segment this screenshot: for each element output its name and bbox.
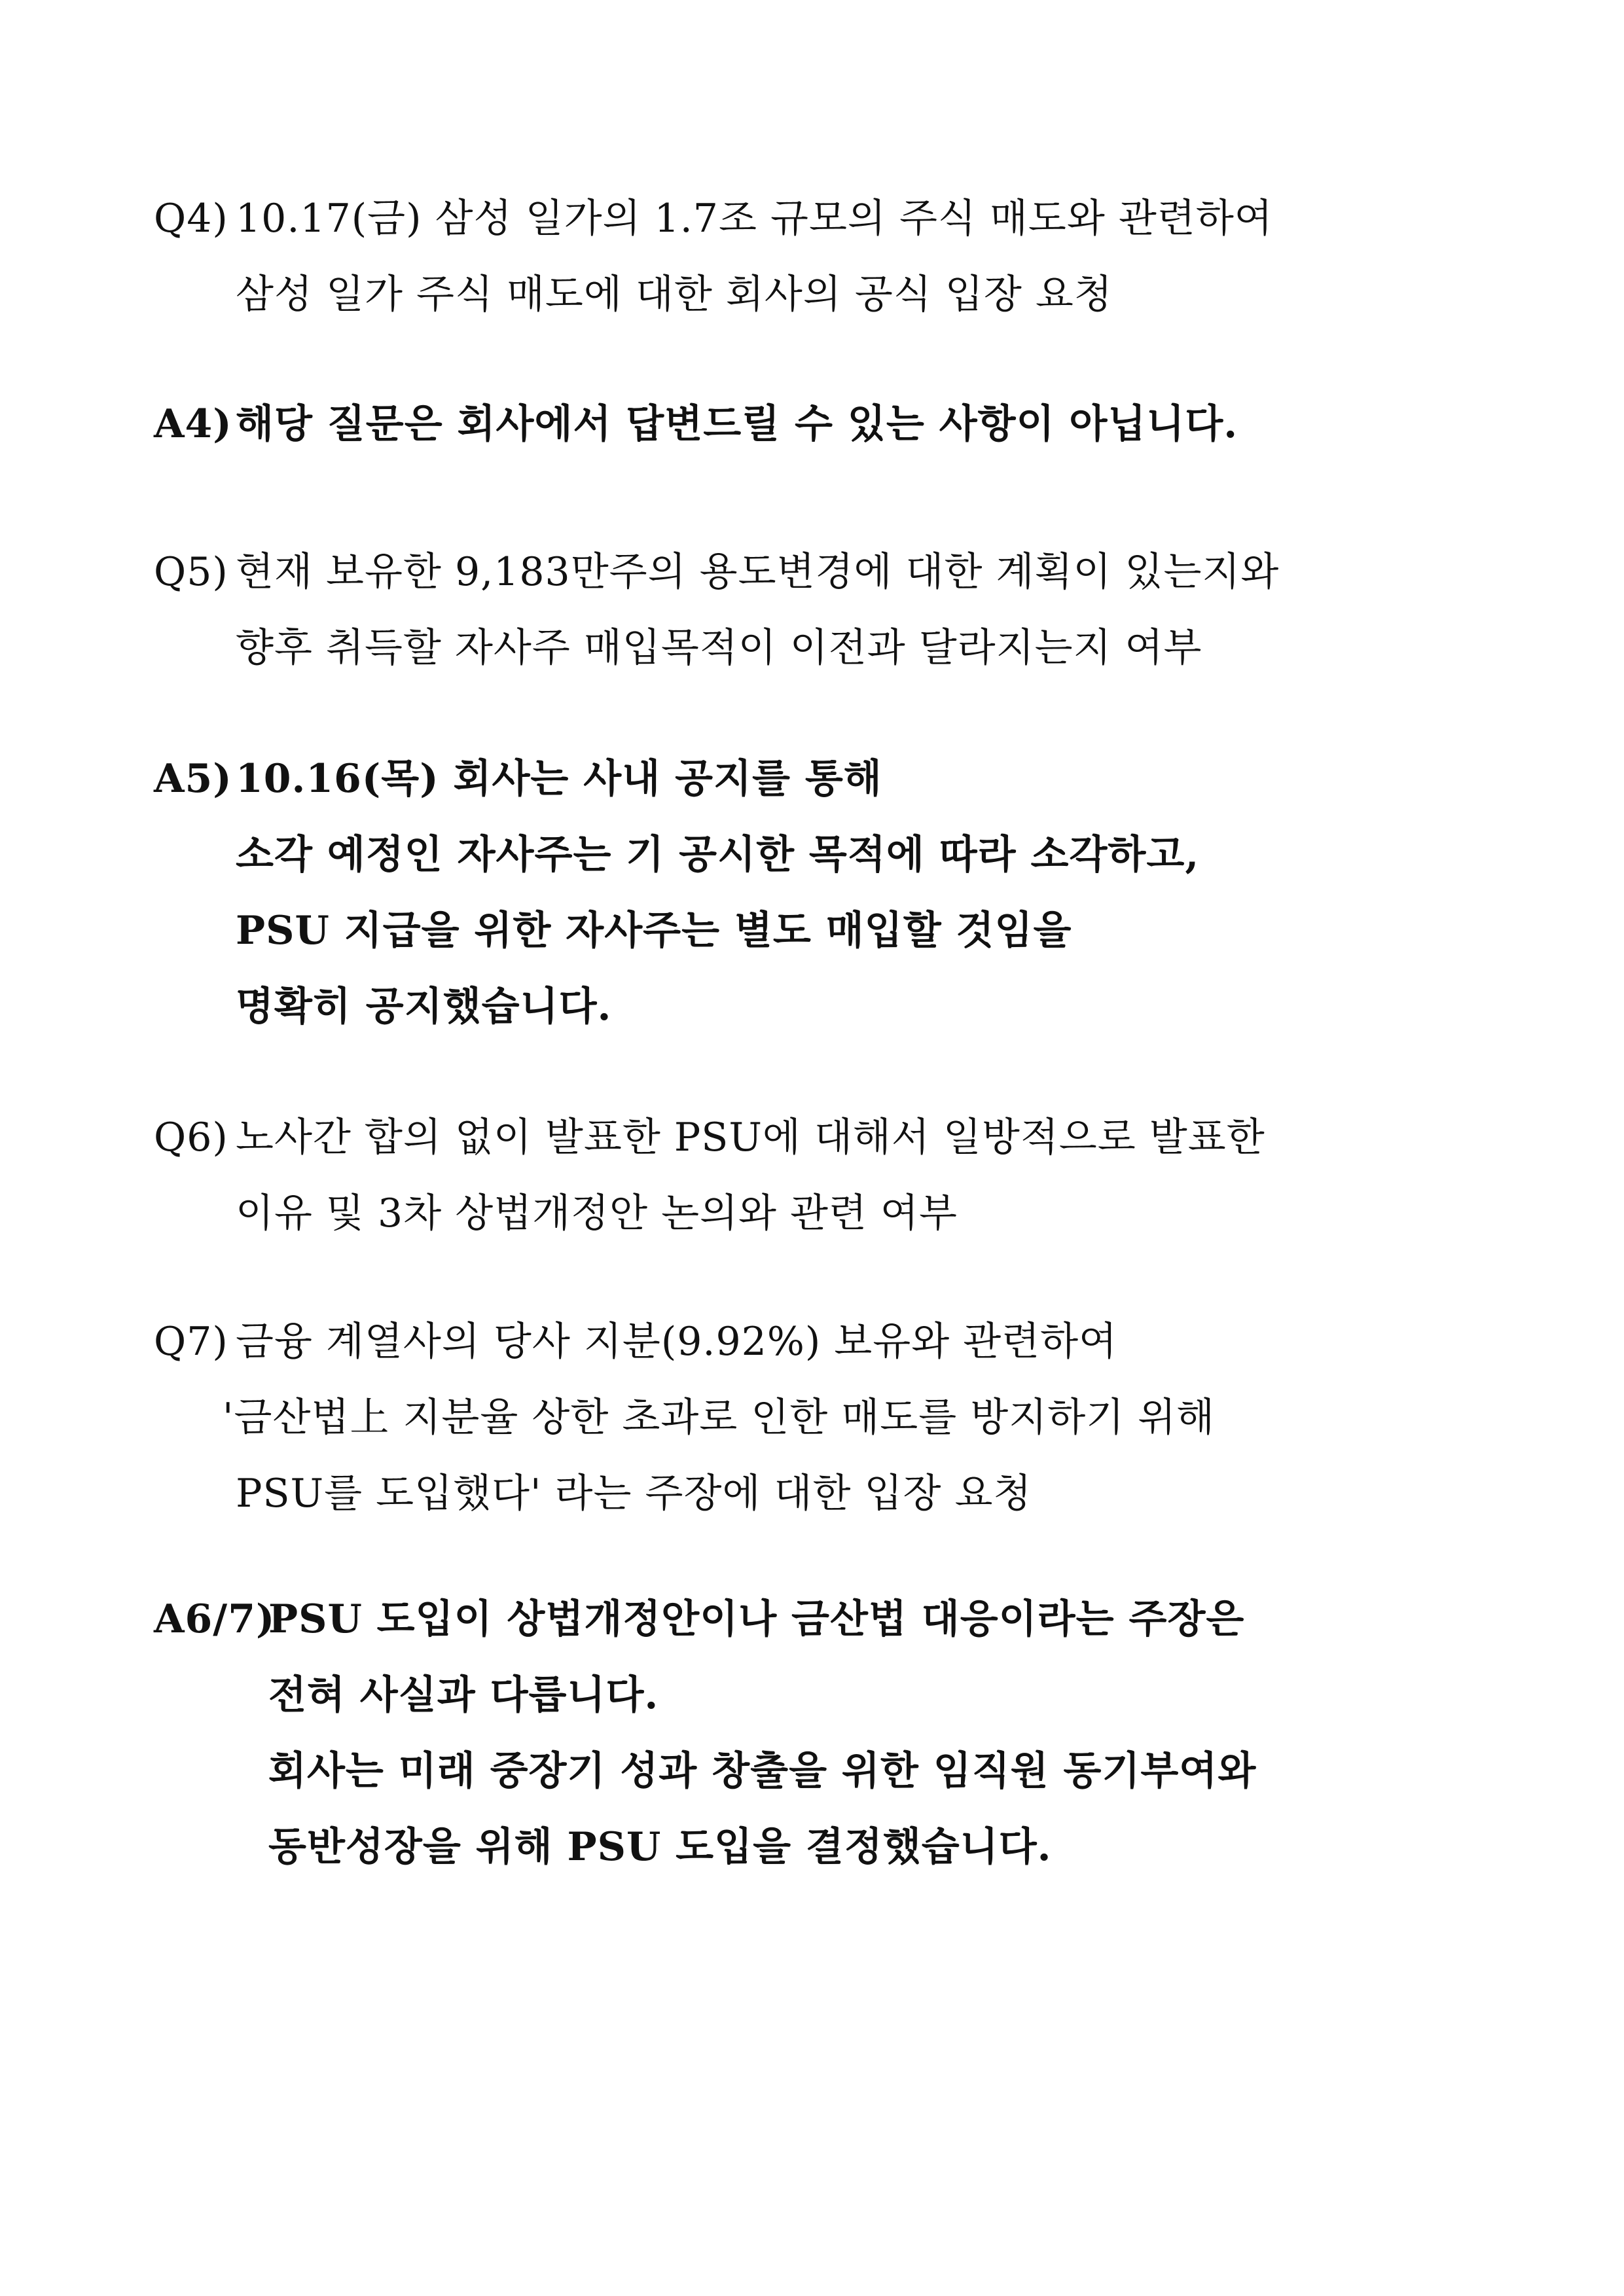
q5-line-2: 향후 취득할 자사주 매입목적이 이전과 달라지는지 여부 [236,625,1202,671]
a5-line-3: PSU 지급을 위한 자사주는 별도 매입할 것임을 [236,908,1072,954]
q7-line-1: 금융 계열사의 당사 지분(9.92%) 보유와 관련하여 [236,1319,1118,1365]
q6-line-1: 노사간 합의 없이 발표한 PSU에 대해서 일방적으로 발표한 [236,1115,1265,1160]
q6-label: Q6) [154,1115,228,1160]
q7-line-3: PSU를 도입했다' 라는 주장에 대한 입장 요청 [223,1471,1032,1516]
q7-label: Q7) [154,1319,228,1365]
a67-line-2: 전혀 사실과 다릅니다. [268,1672,659,1718]
a67-label: A6/7) [154,1596,276,1642]
q4-line-2: 삼성 일가 주식 매도에 대한 회사의 공식 입장 요청 [236,272,1113,317]
q4-label: Q4) [154,196,228,242]
a67-line-3: 회사는 미래 중장기 성과 창출을 위한 임직원 동기부여와 [268,1748,1257,1794]
a4-line-1: 해당 질문은 회사에서 답변드릴 수 있는 사항이 아닙니다. [236,401,1238,447]
q7-line-2: '금산법上 지분율 상한 초과로 인한 매도를 방지하기 위해 [223,1395,1216,1441]
a4-label: A4) [154,401,232,447]
a5-line-2: 소각 예정인 자사주는 기 공시한 목적에 따라 소각하고, [236,832,1200,878]
a5-line-4: 명확히 공지했습니다. [236,984,612,1030]
q5-label: Q5) [154,549,228,595]
q6-line-2: 이유 및 3차 상법개정안 논의와 관련 여부 [236,1191,958,1236]
a5-label: A5) [154,756,232,802]
a5-line-1: 10.16(목) 회사는 사내 공지를 통해 [236,756,882,802]
q4-line-1: 10.17(금) 삼성 일가의 1.7조 규모의 주식 매도와 관련하여 [236,196,1273,242]
q5-line-1: 현재 보유한 9,183만주의 용도변경에 대한 계획이 있는지와 [236,549,1280,595]
a67-line-1: PSU 도입이 상법개정안이나 금산법 대응이라는 주장은 [268,1596,1245,1642]
a67-line-4: 동반성장을 위해 PSU 도입을 결정했습니다. [268,1824,1052,1870]
